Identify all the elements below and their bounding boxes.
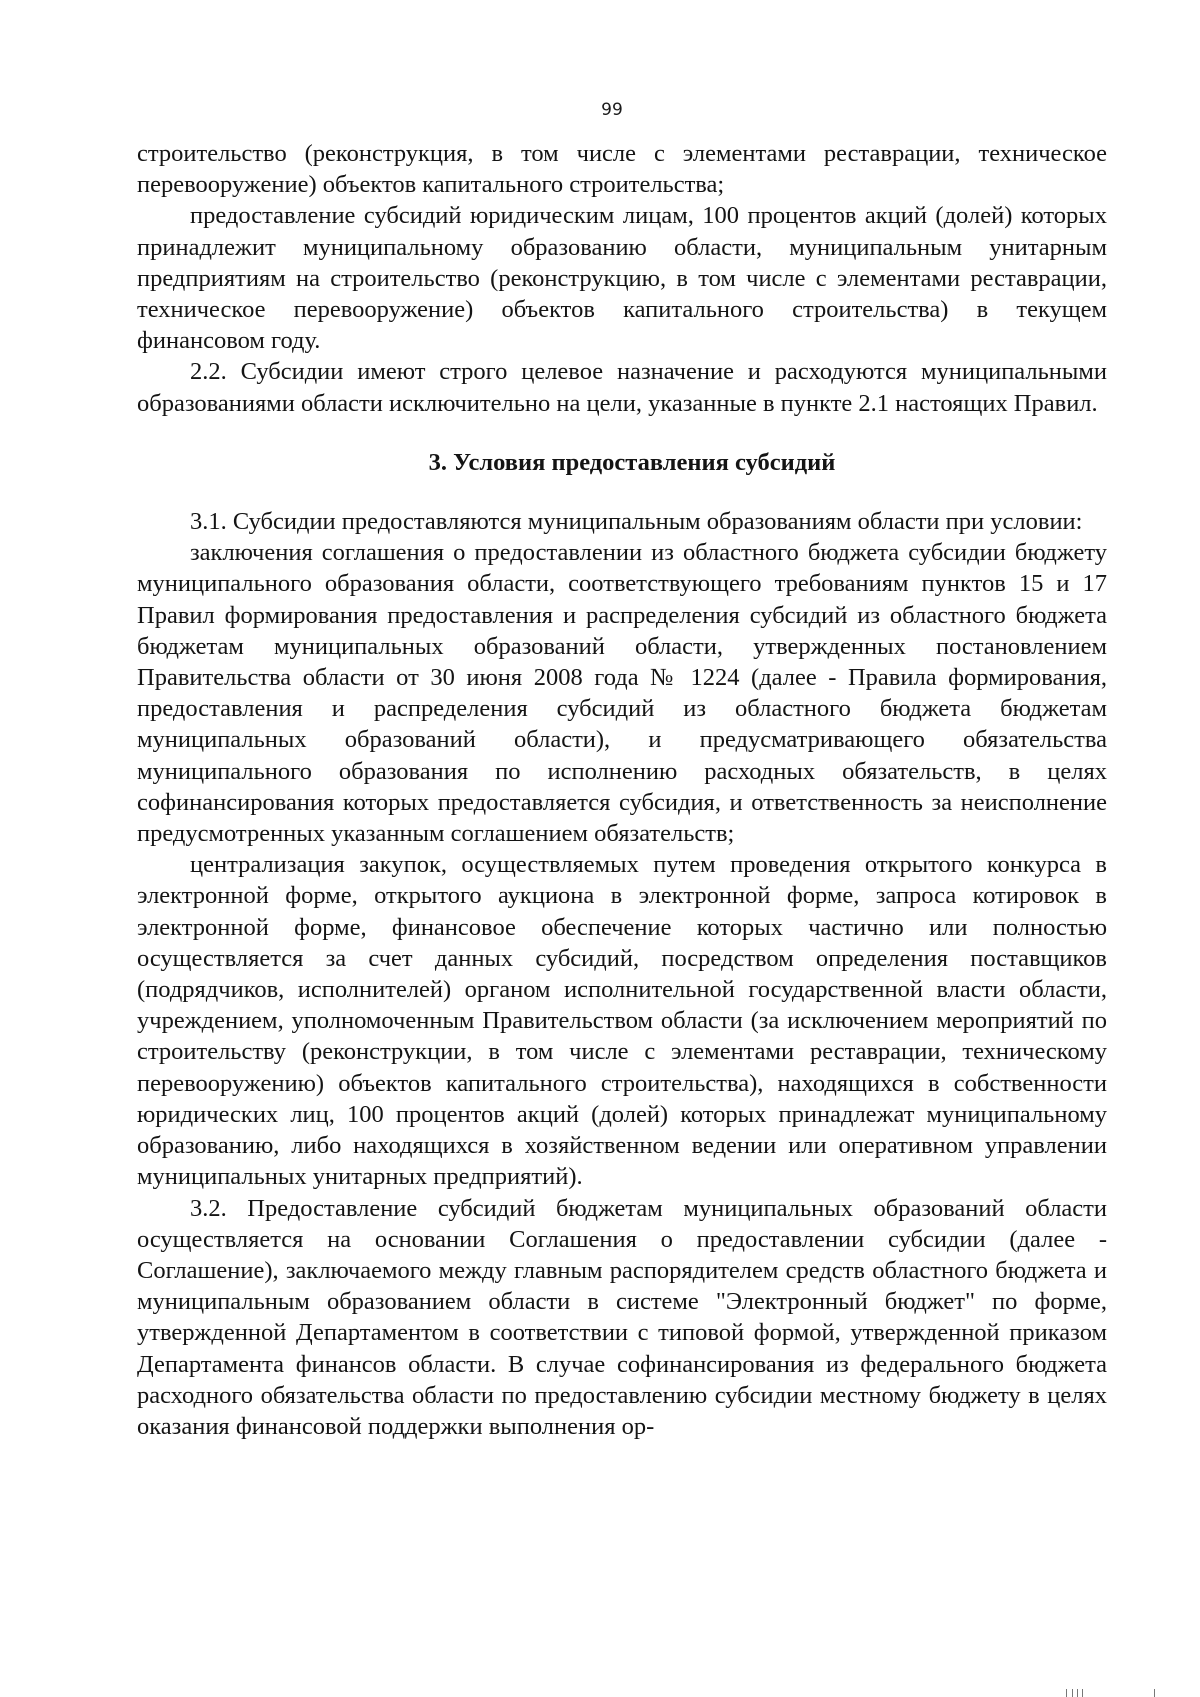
paragraph-subsidies-legal-entities: предоставление субсидий юридическим лицам, 100 процентов акций (долей) которых принадлежит муниципальному образованию области, муниципальным унитарным предприятиям на строительство (реконструкцию, в том числе с элементами реставрации, техническое перевооружение) объектов капитального строительства) в текущем финансовом году. xyxy=(137,202,1107,355)
section-heading: 3. Условия предоставления субсидий xyxy=(428,448,836,476)
paragraph-procurement-centralization: централизация закупок, осуществляемых путем проведения открытого конкурса в электронной форме, открытого аукциона в электронной форме, запроса котировок в электронной форме, финансовое обеспечение которых частично или полностью осуществляется за счет данных субсидий, посредством определения поставщиков (подрядчиков, исполнителей) органом исполнительной государственной власти области, учреждением, уполномоченным Правительством области (за исключением мероприятий по строительству (реконструкции, в том числе с элементами реставрации, техническому перевооружению) объектов капитального строительства), находящихся в собственности юридических лиц, 100 процентов акций (долей) которых принадлежат муниципальному образованию, либо находящихся в хозяйственном ведении или оперативном управлении муниципальных унитарных предприятий). xyxy=(137,851,1107,1191)
paragraph-3-2: 3.2. Предоставление субсидий бюджетам муниципальных образований области осуществляется на основании Соглашения о предоставлении субсидии (далее - Соглашение), заключаемого между главным распорядителем средств областного бюджета и муниципальным образованием области в системе "Электронный бюджет" по форме, утвержденной Департаментом в соответствии с типовой формой, утвержденной приказом Департамента финансов области. В случае софинансирования из федерального бюджета расходного обязательства области по предоставлению субсидии местному бюджету в целях оказания финансовой поддержки выполнения ор- xyxy=(137,1194,1107,1440)
document-body xyxy=(137,138,1107,1442)
scan-edge-marks xyxy=(1066,1687,1186,1697)
paragraph-2-2: 2.2. Субсидии имеют строго целевое назначение и расходуются муниципальными образованиями области исключительно на цели, указанные в пункте 2.1 настоящих Правил. xyxy=(137,358,1107,417)
paragraph-agreement-conditions: заключения соглашения о предоставлении из областного бюджета субсидии бюджету муниципального образования области, соответствующего требованиям пунктов 15 и 17 Правил формирования предоставления и распределения субсидий из областного бюджета бюджетам муниципальных образований области, утвержденных постановлением Правительства области от 30 июня 2008 года № 1224 (далее - Правила формирования, предоставления и распределения субсидий из областного бюджета бюджетам муниципальных образований области), и предусматривающего обязательства муниципального образования по исполнению расходных обязательств, в целях софинансирования которых предоставляется субсидия, и ответственность за неисполнение предусмотренных указанным соглашением обязательств; xyxy=(137,539,1107,848)
paragraph-3-1: 3.1. Субсидии предоставляются муниципальным образованиям области при условии: xyxy=(190,508,1083,536)
page-number: 99 xyxy=(601,100,623,120)
paragraph-continued: строительство (реконструкция, в том числе с элементами реставрации, техническое перевооружение) объектов капитального строительства; xyxy=(137,140,1107,199)
